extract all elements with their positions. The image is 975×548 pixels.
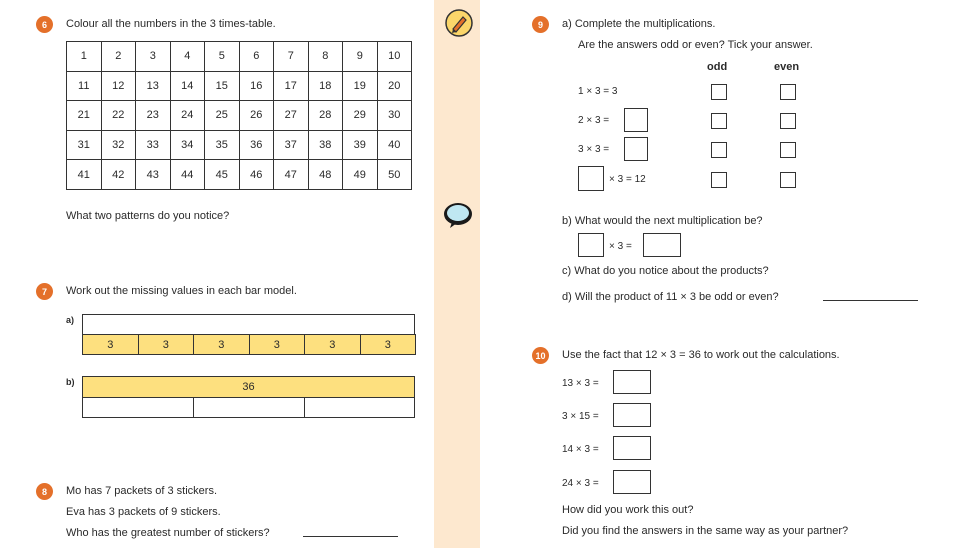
grid-cell[interactable]: 20 — [377, 71, 412, 101]
grid-cell[interactable]: 3 — [136, 42, 171, 72]
q9-row-4: × 3 = 12 — [609, 174, 646, 185]
grid-cell[interactable]: 49 — [343, 160, 378, 190]
q9-row-1: 1 × 3 = 3 — [578, 86, 618, 97]
question-number-8: 8 — [36, 483, 53, 500]
pencil-icon — [444, 8, 474, 38]
even-header: even — [774, 61, 800, 73]
answer-box[interactable] — [613, 470, 651, 494]
grid-cell[interactable]: 10 — [377, 42, 412, 72]
q10-calc-2: 3 × 15 = — [562, 411, 599, 422]
grid-cell[interactable]: 2 — [101, 42, 136, 72]
grid-cell[interactable]: 48 — [308, 160, 343, 190]
grid-row — [67, 101, 412, 131]
q8-answer-line[interactable] — [303, 536, 398, 537]
grid-cell[interactable]: 18 — [308, 71, 343, 101]
answer-box[interactable] — [613, 436, 651, 460]
grid-cell[interactable]: 12 — [101, 71, 136, 101]
grid-cell[interactable]: 41 — [67, 160, 102, 190]
answer-box[interactable] — [624, 108, 648, 132]
grid-cell[interactable]: 11 — [67, 71, 102, 101]
grid-cell[interactable]: 27 — [274, 101, 309, 131]
grid-cell[interactable]: 37 — [274, 130, 309, 160]
bar-b-part[interactable] — [82, 397, 194, 418]
answer-box[interactable] — [578, 233, 604, 257]
q10-instruction: Use the fact that 12 × 3 = 36 to work out the calculations. — [562, 349, 840, 361]
answer-box[interactable] — [578, 166, 604, 191]
grid-cell[interactable]: 23 — [136, 101, 171, 131]
grid-row — [67, 160, 412, 190]
q10-calc-1: 13 × 3 = — [562, 378, 599, 389]
q9-b-eq: × 3 = — [609, 241, 632, 252]
q8-line2: Eva has 3 packets of 9 stickers. — [66, 506, 221, 518]
grid-cell[interactable]: 34 — [170, 130, 205, 160]
bar-b-total: 36 — [242, 381, 255, 393]
grid-cell[interactable]: 15 — [205, 71, 240, 101]
grid-cell[interactable]: 38 — [308, 130, 343, 160]
grid-cell[interactable]: 44 — [170, 160, 205, 190]
grid-cell[interactable]: 26 — [239, 101, 274, 131]
grid-cell[interactable]: 31 — [67, 130, 102, 160]
q8-line3: Who has the greatest number of stickers? — [66, 527, 270, 539]
bar-a-whole[interactable] — [82, 314, 415, 335]
odd-checkbox[interactable] — [711, 142, 727, 158]
q9-d-title: d) Will the product of 11 × 3 be odd or even? — [562, 291, 779, 303]
q9-a-sub: Are the answers odd or even? Tick your answer. — [578, 39, 813, 51]
q9-b-title: b) What would the next multiplication be? — [562, 215, 763, 227]
grid-cell[interactable]: 39 — [343, 130, 378, 160]
grid-cell[interactable]: 7 — [274, 42, 309, 72]
bar-b-part[interactable] — [193, 397, 305, 418]
grid-cell[interactable]: 21 — [67, 101, 102, 131]
grid-cell[interactable]: 32 — [101, 130, 136, 160]
grid-cell[interactable]: 4 — [170, 42, 205, 72]
bar-a-part: 3 — [249, 334, 306, 355]
grid-row — [67, 130, 412, 160]
grid-cell[interactable]: 36 — [239, 130, 274, 160]
answer-box[interactable] — [643, 233, 681, 257]
q10-calc-3: 14 × 3 = — [562, 444, 599, 455]
grid-cell[interactable]: 16 — [239, 71, 274, 101]
grid-cell[interactable]: 35 — [205, 130, 240, 160]
even-checkbox[interactable] — [780, 142, 796, 158]
grid-row — [67, 71, 412, 101]
q9-c-title: c) What do you notice about the products? — [562, 265, 769, 277]
centre-strip — [434, 0, 480, 548]
odd-header: odd — [707, 61, 728, 73]
q8-line1: Mo has 7 packets of 3 stickers. — [66, 485, 218, 497]
even-checkbox[interactable] — [780, 84, 796, 100]
grid-row — [67, 42, 412, 72]
grid-cell[interactable]: 6 — [239, 42, 274, 72]
grid-cell[interactable]: 47 — [274, 160, 309, 190]
bar-a-part: 3 — [138, 334, 195, 355]
bar-a-part: 3 — [193, 334, 250, 355]
grid-cell[interactable]: 30 — [377, 101, 412, 131]
bar-a-part: 3 — [304, 334, 361, 355]
grid-cell[interactable]: 29 — [343, 101, 378, 131]
bar-a-part: 3 — [360, 334, 417, 355]
bar-b-whole — [82, 376, 415, 398]
q7-a-label: a) — [66, 315, 75, 325]
q10-calc-4: 24 × 3 = — [562, 478, 599, 489]
grid-cell[interactable]: 42 — [101, 160, 136, 190]
discussion-icon — [442, 200, 474, 230]
grid-cell[interactable]: 45 — [205, 160, 240, 190]
bar-a-part: 3 — [82, 334, 139, 355]
question-number-6: 6 — [36, 16, 53, 33]
q9-row-2: 2 × 3 = — [578, 115, 610, 126]
grid-cell[interactable]: 22 — [101, 101, 136, 131]
grid-cell[interactable]: 43 — [136, 160, 171, 190]
grid-cell[interactable]: 19 — [343, 71, 378, 101]
q9-row-3: 3 × 3 = — [578, 144, 610, 155]
question-number-9: 9 — [532, 16, 549, 33]
answer-box[interactable] — [613, 403, 651, 427]
grid-cell[interactable]: 8 — [308, 42, 343, 72]
grid-cell[interactable]: 24 — [170, 101, 205, 131]
q7-instruction: Work out the missing values in each bar model. — [66, 285, 297, 297]
grid-cell[interactable]: 14 — [170, 71, 205, 101]
grid-cell[interactable]: 25 — [205, 101, 240, 131]
q10-q1: How did you work this out? — [562, 504, 694, 516]
grid-cell[interactable]: 33 — [136, 130, 171, 160]
even-checkbox[interactable] — [780, 172, 796, 188]
grid-cell[interactable]: 5 — [205, 42, 240, 72]
bar-b-part[interactable] — [304, 397, 415, 418]
q9-d-answer-line[interactable] — [823, 300, 918, 301]
grid-cell[interactable]: 50 — [377, 160, 412, 190]
q6-instruction: Colour all the numbers in the 3 times-table. — [66, 18, 276, 30]
odd-checkbox[interactable] — [711, 172, 727, 188]
hundred-grid — [66, 41, 412, 190]
grid-cell[interactable]: 17 — [274, 71, 309, 101]
grid-cell[interactable]: 28 — [308, 101, 343, 131]
odd-checkbox[interactable] — [711, 113, 727, 129]
grid-cell[interactable]: 1 — [67, 42, 102, 72]
grid-cell[interactable]: 13 — [136, 71, 171, 101]
grid-cell[interactable]: 40 — [377, 130, 412, 160]
q9-a-title: a) Complete the multiplications. — [562, 18, 716, 30]
answer-box[interactable] — [624, 137, 648, 161]
q7-b-label: b) — [66, 377, 75, 387]
question-number-7: 7 — [36, 283, 53, 300]
q10-q2: Did you find the answers in the same way as your partner? — [562, 525, 849, 537]
q6-question: What two patterns do you notice? — [66, 210, 230, 222]
even-checkbox[interactable] — [780, 113, 796, 129]
answer-box[interactable] — [613, 370, 651, 394]
grid-cell[interactable]: 9 — [343, 42, 378, 72]
odd-checkbox[interactable] — [711, 84, 727, 100]
grid-cell[interactable]: 46 — [239, 160, 274, 190]
question-number-10: 10 — [532, 347, 549, 364]
